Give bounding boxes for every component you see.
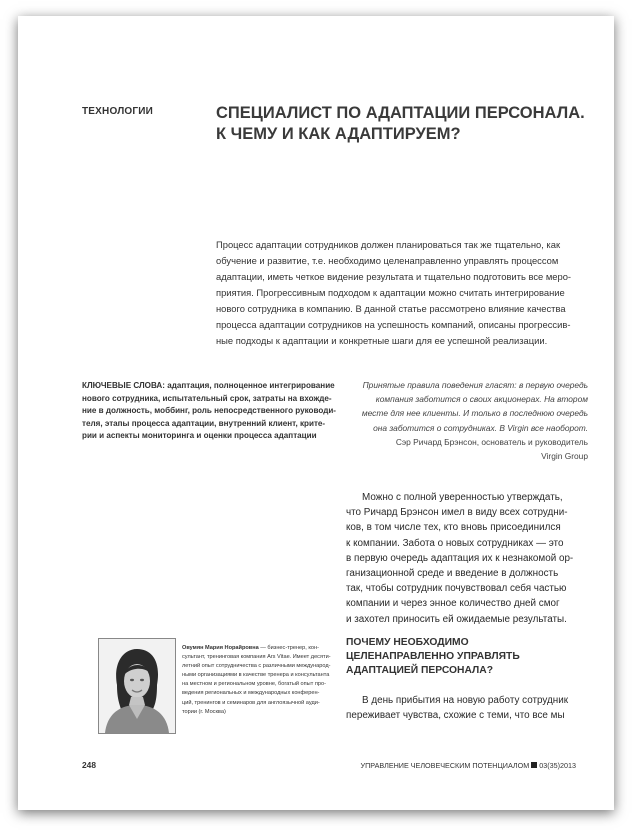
- lead-line: процесса адаптации сотрудников на успешность компаний, описаны прогрессив-: [216, 319, 571, 330]
- article-title-line: СПЕЦИАЛИСТ ПО АДАПТАЦИИ ПЕРСОНАЛА.: [216, 104, 585, 122]
- square-separator-icon: [531, 762, 537, 768]
- journal-issue: 03(35)2013: [539, 761, 576, 770]
- author-bio: [182, 644, 342, 717]
- epigraph-quote: [338, 378, 588, 435]
- journal-footer: [361, 761, 576, 770]
- body-line: ков, в том числе тех, кто вновь присоединился: [346, 522, 561, 534]
- subheading-line: ЦЕЛЕНАПРАВЛЕННО УПРАВЛЯТЬ: [346, 651, 520, 663]
- lead-line: ные подходы к адаптации и конкретные шаги для ее успешной реализации.: [216, 335, 548, 346]
- keywords-block: [82, 380, 337, 443]
- lead-line: нового сотрудника в компанию. В данной статье рассмотрено влияние качества: [216, 303, 566, 314]
- author-bio-line: ведения региональных и международных конферен-: [182, 690, 320, 697]
- section-rubric: ТЕХНОЛОГИИ: [82, 106, 154, 117]
- article-title-line: К ЧЕМУ И КАК АДАПТИРУЕМ?: [216, 125, 461, 143]
- section-subheading: [346, 636, 596, 679]
- journal-name: УПРАВЛЕНИЕ ЧЕЛОВЕЧЕСКИМ ПОТЕНЦИАЛОМ: [360, 761, 530, 770]
- epigraph-attribution: [338, 435, 588, 463]
- body-line: в первую очередь адаптация их к незнакомой ор-: [346, 552, 574, 564]
- epigraph-attribution-line: Сэр Ричард Брэнсон, основатель и руководитель: [395, 436, 588, 447]
- subheading-line: АДАПТАЦИЕЙ ПЕРСОНАЛА?: [346, 665, 494, 677]
- lead-line: адаптации, иметь четкое видение результата и тщательно подготовить все меро-: [216, 271, 572, 282]
- author-name: Овумян Мария Норайровна: [182, 645, 259, 651]
- body-paragraph-1: [346, 490, 596, 627]
- author-bio-line: летний опыт сотрудничества с различными международ-: [182, 663, 331, 670]
- lead-line: обучение и развитие, т.е. необходимо целенаправленно управлять процессом: [216, 255, 559, 266]
- author-bio-line: тории (г. Москва): [182, 708, 226, 715]
- epigraph: [338, 378, 588, 463]
- lead-paragraph: [216, 237, 586, 349]
- author-portrait-image: [99, 639, 175, 733]
- body-line: компании и через энное количество дней смог: [346, 598, 560, 610]
- epigraph-quote-line: она заботится о сотрудниках. В Virgin все наоборот.: [373, 422, 588, 433]
- body-line: ганизационной среде и введение в должность: [346, 568, 559, 580]
- body-line: и захотел приносить ей ожидаемые результаты.: [346, 613, 567, 625]
- keywords-line: КЛЮЧЕВЫЕ СЛОВА: адаптация, полноценное интегрирование: [82, 381, 335, 390]
- epigraph-quote-line: месте для нее клиенты. И только в последнюю очередь: [361, 408, 588, 419]
- author-bio-line: ными организациями в качестве тренера и консультанта: [182, 672, 330, 679]
- body-line: что Ричард Брэнсон имел в виду всех сотрудни-: [346, 507, 568, 519]
- author-bio-line: сультант, тренинговая компания Ars Vitae. Имеет десяти-: [182, 654, 331, 661]
- body-line: к компании. Забота о новых сотрудниках — это: [346, 537, 564, 549]
- author-photo: [98, 638, 176, 734]
- author-bio-line: на местном и региональном уровне, богатый опыт про-: [182, 681, 326, 688]
- body-line: В день прибытия на новую работу сотрудник: [362, 695, 569, 706]
- keywords-line: нового сотрудника, испытательный срок, затраты на вхожде-: [82, 393, 332, 403]
- keywords-line: теля, этапы процесса адаптации, внутренний клиент, крите-: [82, 418, 326, 428]
- epigraph-quote-line: компания заботится о своих акционерах. На втором: [375, 394, 588, 405]
- lead-line: Процесс адаптации сотрудников должен планироваться так же тщательно, как: [216, 239, 561, 250]
- body-paragraph-2: [346, 693, 596, 723]
- author-bio-line: [182, 644, 342, 653]
- journal-page: [18, 16, 614, 810]
- keywords-line: рии и аспекты мониторинга и оценки процесса адаптации: [82, 431, 317, 441]
- author-bio-text: — бизнес-тренер, кон-: [258, 645, 319, 651]
- epigraph-attribution-line: Virgin Group: [541, 451, 588, 462]
- body-line: Можно с полной уверенностью утверждать,: [362, 492, 563, 503]
- body-line: так, чтобы сотрудник почувствовал себя частью: [346, 583, 567, 595]
- lead-line: приятия. Прогрессивным подходом к адаптации можно считать интегрирование: [216, 287, 565, 298]
- keywords-line: ние в должность, моббинг, роль непосредственного руководи-: [82, 406, 337, 416]
- author-bio-line: ций, тренингов и семинаров для англоязычной ауди-: [182, 699, 320, 706]
- epigraph-quote-line: Принятые правила поведения гласят: в первую очередь: [362, 380, 588, 390]
- page-number: 248: [82, 760, 96, 770]
- subheading-line: ПОЧЕМУ НЕОБХОДИМО: [346, 637, 469, 648]
- body-line: переживает чувства, схожие с теми, что все мы: [346, 710, 565, 722]
- article-title: [216, 103, 596, 145]
